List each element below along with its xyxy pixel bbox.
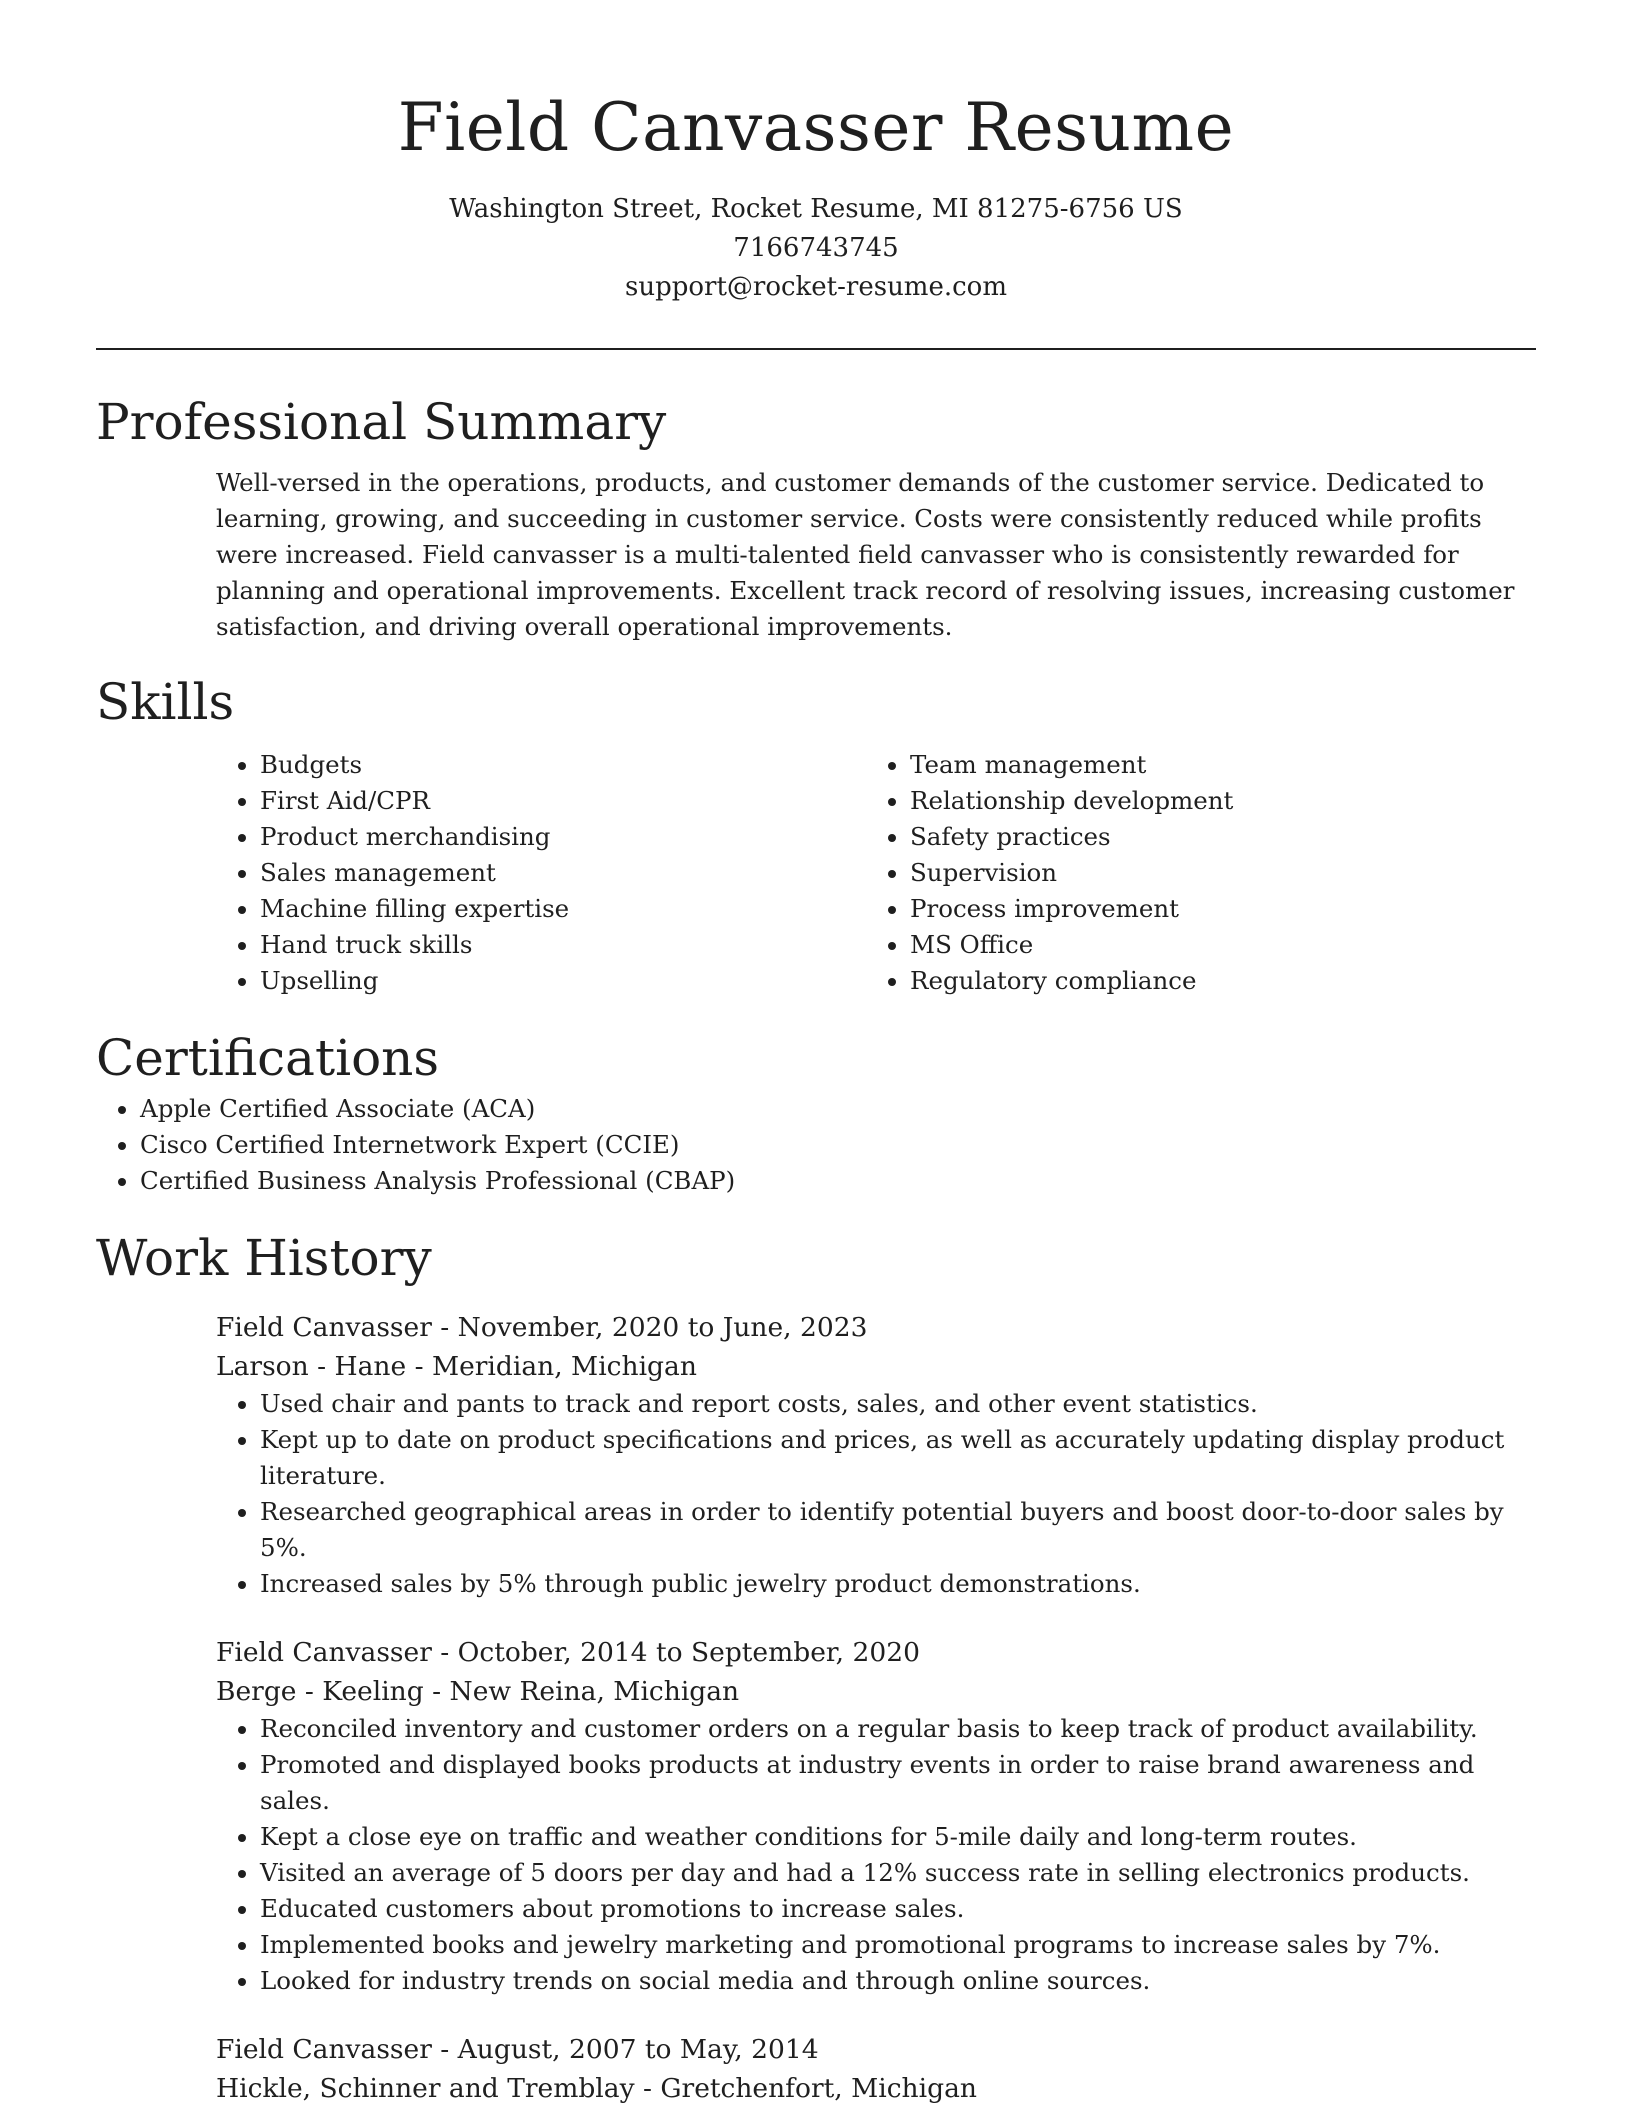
contact-email: support@rocket-resume.com	[624, 272, 1007, 302]
job-bullet-list	[216, 1386, 1536, 1602]
job-bullet: • Kept up to date on product specifications and prices, as well as accurately updating display product literature.	[260, 1422, 1536, 1494]
certifications-heading: Certifications	[96, 1029, 440, 1087]
certification-item: • Apple Certified Associate (ACA)	[140, 1091, 1536, 1127]
work-history-section	[96, 1225, 1536, 2108]
skill-item: • Upselling	[260, 963, 866, 999]
skills-list-left	[216, 747, 866, 999]
summary-section	[96, 389, 1536, 645]
job-bullet: • Visited an average of 5 doors per day and had a 12% success rate in selling electronics products.	[260, 1855, 1536, 1891]
header-divider	[96, 348, 1536, 350]
skill-item: • Sales management	[260, 855, 866, 891]
job-bullet: • Implemented books and jewelry marketing and promotional programs to increase sales by 7%.	[260, 1927, 1536, 1963]
skill-item: • First Aid/CPR	[260, 783, 866, 819]
skill-item: • Budgets	[260, 747, 866, 783]
job-bullet: • Used chair and pants to track and report costs, sales, and other event statistics.	[260, 1386, 1536, 1422]
contact-address: Washington Street, Rocket Resume, MI 81275-6756 US	[449, 194, 1183, 224]
job-company-line: Larson - Hane - Meridian, Michigan	[216, 1351, 697, 1382]
skills-heading: Skills	[96, 673, 235, 731]
skill-item: • Safety practices	[910, 819, 1516, 855]
job-bullet: • Researched geographical areas in order to identify potential buyers and boost door-to-door sales by 5%.	[260, 1494, 1536, 1566]
job-bullet: • Promoted and displayed books products at industry events in order to raise brand awareness and sales.	[260, 1747, 1536, 1819]
job-bullet: • Kept a close eye on traffic and weather conditions for 5-mile daily and long-term routes.	[260, 1819, 1536, 1855]
skill-item: • Product merchandising	[260, 819, 866, 855]
job-title-line: Field Canvasser - August, 2007 to May, 2014	[216, 2034, 819, 2065]
job-entry	[216, 2030, 1536, 2108]
skill-item: • Supervision	[910, 855, 1516, 891]
contact-block	[96, 190, 1536, 307]
resume-header	[96, 0, 1536, 307]
contact-phone: 7166743745	[733, 233, 899, 263]
work-history-heading: Work History	[96, 1229, 432, 1287]
job-bullet: • Reconciled inventory and customer orders on a regular basis to keep track of product availability.	[260, 1711, 1536, 1747]
summary-heading: Professional Summary	[96, 393, 667, 451]
skill-item: • Machine filling expertise	[260, 891, 866, 927]
certifications-list	[96, 1091, 1536, 1199]
summary-text: Well-versed in the operations, products, and customer demands of the customer service. Dedicated to learning, growing, and succeeding in customer service. Costs were consistently reduced while profits were increased. Field canvasser is a multi-talented field canvasser who is consistently rewarded for planning and operational improvements. Excellent track record of resolving issues, increasing customer satisfaction, and driving overall operational improvements.	[216, 468, 1515, 641]
skill-item: • Team management	[910, 747, 1516, 783]
skills-section	[96, 669, 1536, 999]
skill-item: • MS Office	[910, 927, 1516, 963]
skill-item: • Process improvement	[910, 891, 1516, 927]
certifications-section	[96, 1025, 1536, 1199]
certification-item: • Certified Business Analysis Professional (CBAP)	[140, 1163, 1536, 1199]
job-bullet: • Educated customers about promotions to increase sales.	[260, 1891, 1536, 1927]
skill-item: • Regulatory compliance	[910, 963, 1516, 999]
resume-title: Field Canvasser Resume	[397, 89, 1235, 166]
job-entry	[216, 1633, 1536, 1999]
skill-item: • Relationship development	[910, 783, 1516, 819]
job-company-line: Hickle, Schinner and Tremblay - Gretchenfort, Michigan	[216, 2073, 977, 2104]
job-title-line: Field Canvasser - November, 2020 to June, 2023	[216, 1312, 868, 1343]
skills-columns	[216, 747, 1536, 999]
job-entry	[216, 1308, 1536, 1602]
job-company-line: Berge - Keeling - New Reina, Michigan	[216, 1676, 740, 1707]
resume-page	[96, 0, 1536, 2108]
job-title-line: Field Canvasser - October, 2014 to September, 2020	[216, 1637, 920, 1668]
skill-item: • Hand truck skills	[260, 927, 866, 963]
skills-list-right	[866, 747, 1516, 999]
job-bullet-list	[216, 1711, 1536, 1999]
job-bullet: • Increased sales by 5% through public jewelry product demonstrations.	[260, 1566, 1536, 1602]
certification-item: • Cisco Certified Internetwork Expert (CCIE)	[140, 1127, 1536, 1163]
job-bullet: • Looked for industry trends on social media and through online sources.	[260, 1963, 1536, 1999]
